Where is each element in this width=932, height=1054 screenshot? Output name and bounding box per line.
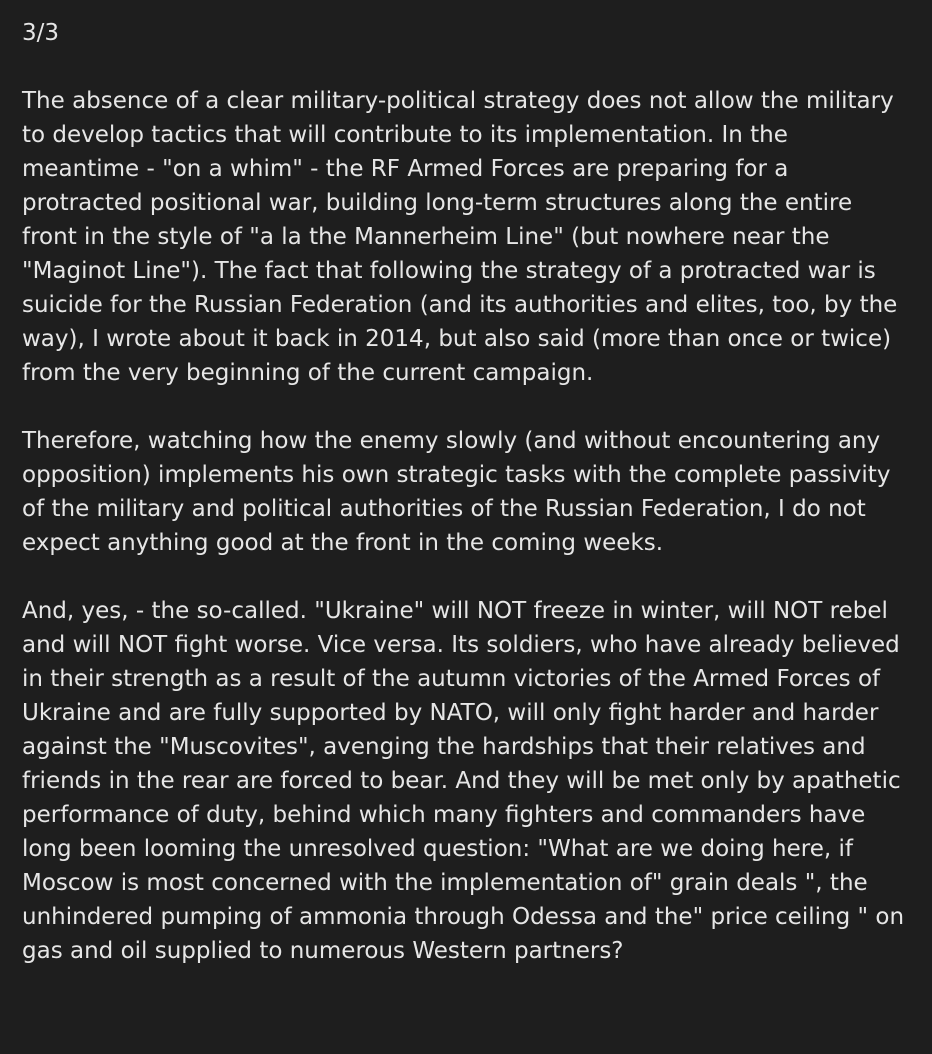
paragraph-expectations: Therefore, watching how the enemy slowly (and without encountering any opposition) implements his own strategic tasks with the complete passivity of the military and political authorities of the Russian Federation, I do not expect anything good at the front in the coming weeks. [22,428,891,556]
paragraph-ukraine: And, yes, - the so-called. "Ukraine" will NOT freeze in winter, will NOT rebel and will NOT fight worse. Vice versa. Its soldiers, who have already believed in their strength as a result of the autumn victories of the Armed Forces of Ukraine and are fully supported by NATO, will only fight harder and harder against the "Muscovites", avenging the hardships that their relatives and friends in the rear are forced to bear. And they will be met only by apathetic performance of duty, behind which many fighters and commanders have long been looming the unresolved question: "What are we doing here, if Moscow is most concerned with the implementation of" grain deals ", the unhindered pumping of ammonia through Odessa and the" price ceiling " on gas and oil supplied to numerous Western partners? [22,598,905,964]
page-indicator: 3/3 [22,20,60,46]
paragraph-strategy: The absence of a clear military-political strategy does not allow the military to develop tactics that will contribute to its implementation. In the meantime - "on a whim" - the RF Armed Forces are preparing for a protracted positional war, building long-term structures along the entire front in the style of "a la the Mannerheim Line" (but nowhere near the "Maginot Line"). The fact that following the strategy of a protracted war is suicide for the Russian Federation (and its authorities and elites, too, by the way), I wrote about it back in 2014, but also said (more than once or twice) from the very beginning of the current campaign. [22,88,898,386]
